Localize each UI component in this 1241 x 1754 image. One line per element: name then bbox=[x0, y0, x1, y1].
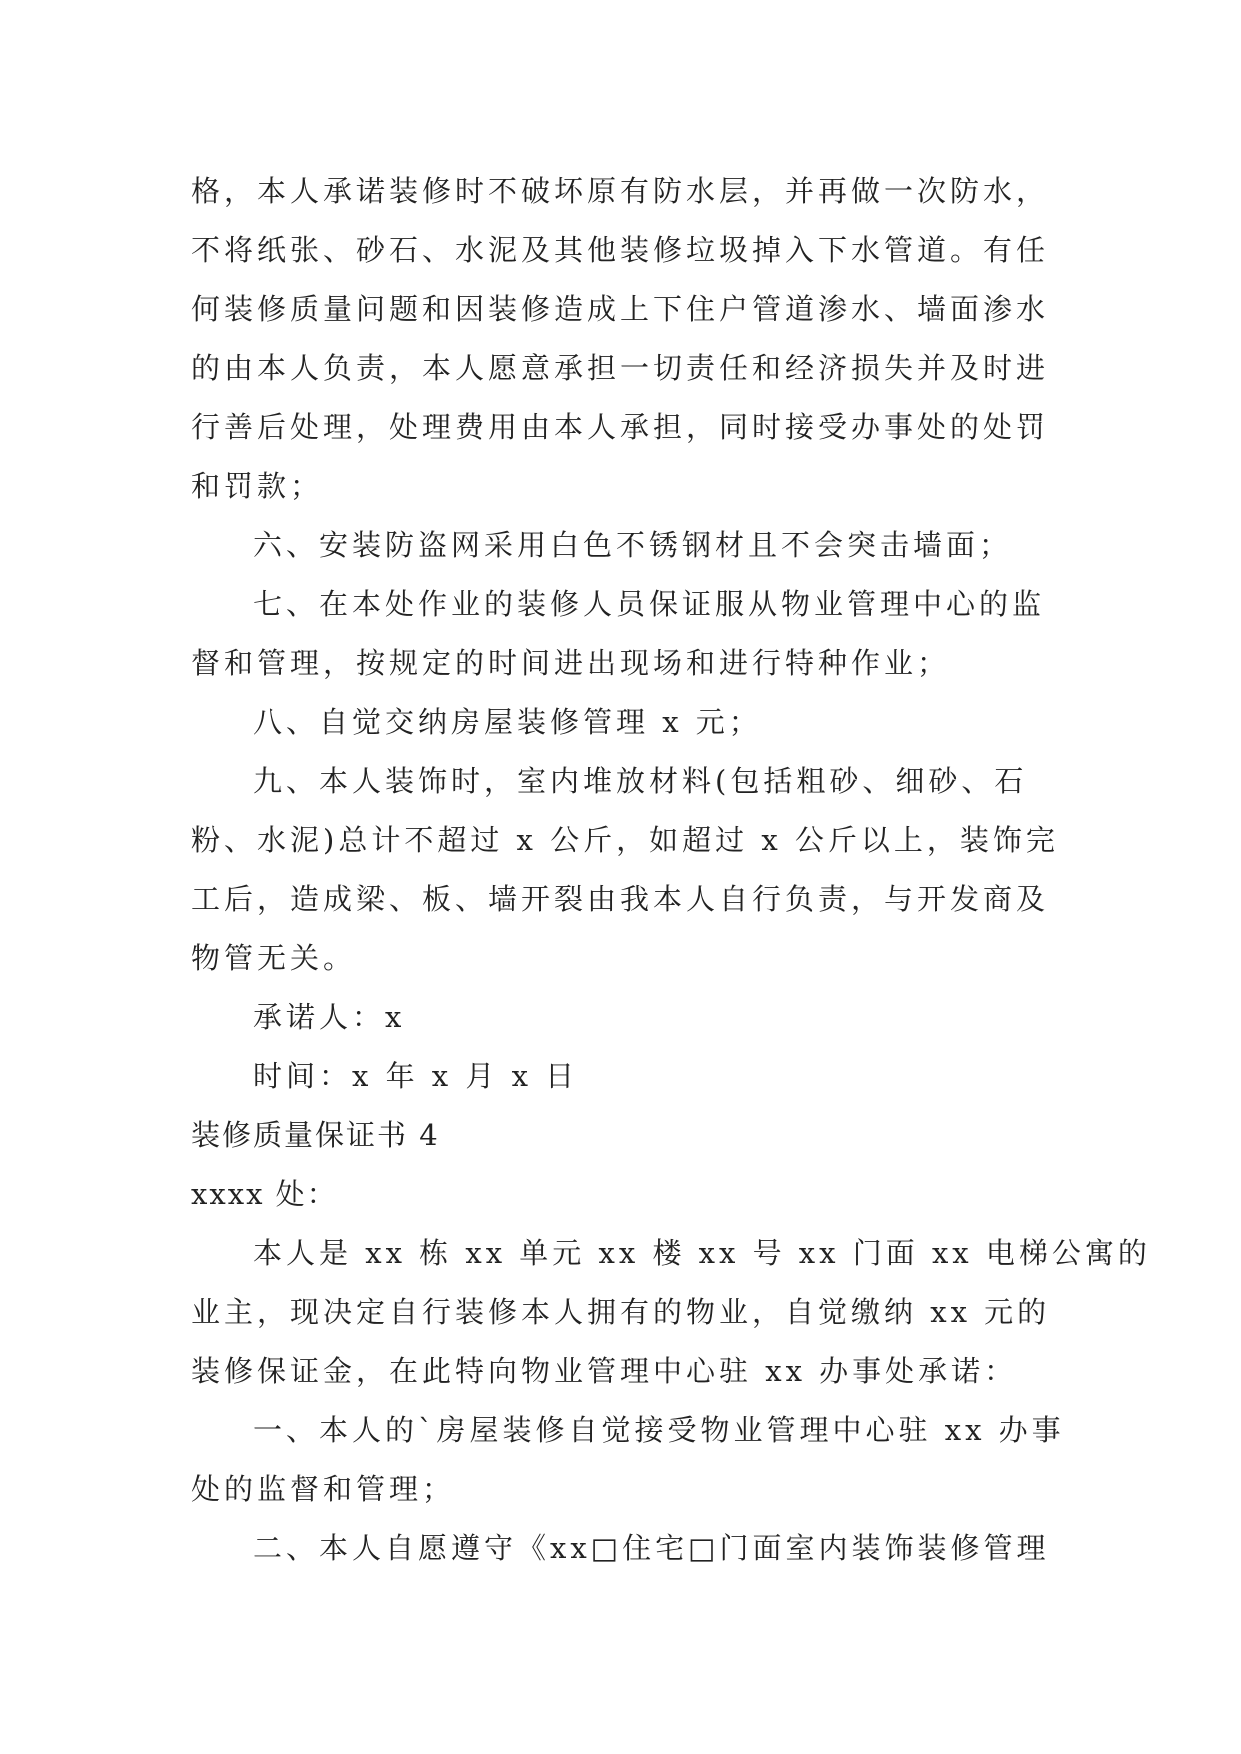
body-line: 督和管理，按规定的时间进出现场和进行特种作业； bbox=[191, 646, 951, 680]
body-line: 物管无关。 bbox=[191, 941, 357, 975]
body-line: 处的监督和管理； bbox=[191, 1472, 456, 1506]
clause-one: 一、本人的`房屋装修自觉接受物业管理中心驻 xx 办事 bbox=[253, 1413, 1065, 1447]
body-line: 行善后处理，处理费用由本人承担，同时接受办事处的处罚 bbox=[191, 410, 1050, 444]
section-title: 装修质量保证书 4 bbox=[191, 1118, 440, 1152]
clause-eight: 八、自觉交纳房屋装修管理 x 元； bbox=[253, 705, 762, 739]
body-line: 粉、水泥)总计不超过 x 公斤，如超过 x 公斤以上，装饰完 bbox=[191, 823, 1059, 857]
promisor-line: 承诺人：x bbox=[253, 1000, 406, 1034]
body-line: 装修保证金，在此特向物业管理中心驻 xx 办事处承诺： bbox=[191, 1354, 1018, 1388]
body-line: 格，本人承诺装修时不破坏原有防水层，并再做一次防水， bbox=[191, 174, 1050, 208]
intro-paragraph: 本人是 xx 栋 xx 单元 xx 楼 xx 号 xx 门面 xx 电梯公寓的 bbox=[253, 1236, 1151, 1270]
addressee-line: xxxx 处： bbox=[191, 1177, 338, 1211]
date-line: 时间：x 年 x 月 x 日 bbox=[253, 1059, 579, 1093]
body-line: 工后，造成梁、板、墙开裂由我本人自行负责，与开发商及 bbox=[191, 882, 1050, 916]
clause-two: 二、本人自愿遵守《xx□住宅□门面室内装饰装修管理 bbox=[253, 1531, 1050, 1565]
clause-nine: 九、本人装饰时，室内堆放材料(包括粗砂、细砂、石 bbox=[253, 764, 1028, 798]
body-line: 不将纸张、砂石、水泥及其他装修垃圾掉入下水管道。有任 bbox=[191, 233, 1050, 267]
clause-seven: 七、在本处作业的装修人员保证服从物业管理中心的监 bbox=[253, 587, 1046, 621]
clause-six: 六、安装防盗网采用白色不锈钢材且不会突击墙面； bbox=[253, 528, 1013, 562]
body-line: 的由本人负责，本人愿意承担一切责任和经济损失并及时进 bbox=[191, 351, 1050, 385]
body-line: 业主，现决定自行装修本人拥有的物业，自觉缴纳 xx 元的 bbox=[191, 1295, 1051, 1329]
body-line: 何装修质量问题和因装修造成上下住户管道渗水、墙面渗水 bbox=[191, 292, 1050, 326]
body-line: 和罚款； bbox=[191, 469, 324, 503]
document-body bbox=[191, 162, 1151, 1578]
